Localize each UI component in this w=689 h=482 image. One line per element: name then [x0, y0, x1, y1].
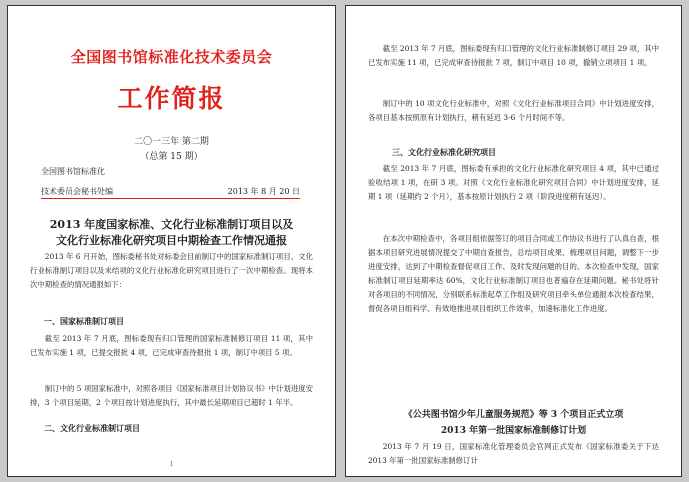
- left-page: [7, 5, 336, 477]
- editor-line-1: 全国图书馆标准化: [41, 167, 105, 176]
- right-paragraph-5: 2013 年 7 月 19 日，国家标准化管理委员会官网正式发布《国家标准委关于下达 2013 年第一批国家标准制修订计: [368, 442, 659, 465]
- section-heading-2: 二、文化行业标准制订项目: [44, 423, 140, 433]
- right-paragraph-1: 截至 2013 年 7 月底，图标委现有归口管理的文化行业标准制修订项目 29 项，其中已发布实施 11 项，已完成审查待报批 7 项，制订中项目 10 项，撤销立项项目 1 项。: [368, 44, 659, 67]
- right-paragraph-2: 制订中的 10 项文化行业标准中，对照《文化行业标准项目合同》中计划进度安排，各项目基本按照原有计划执行，稍有延迟 3-6 个月时间不等。: [368, 99, 659, 122]
- section-heading-3: 三、文化行业标准化研究项目: [392, 147, 496, 157]
- headline-line-2: 文化行业标准化研究项目中期检查工作情况通报: [56, 234, 287, 247]
- right-page: [345, 5, 682, 477]
- red-divider: [41, 198, 300, 199]
- page-number: 1: [169, 461, 174, 468]
- headline-line-1: 2013 年度国家标准、文化行业标准制订项目以及: [49, 218, 294, 231]
- right-paragraph-4: 在本次中期检查中，各项目组依据签订的项目合同或工作协议书进行了认真自查，根据本项目研究进展情况提交了中期自查报告，总结项目成果、梳理项目问题，调整下一步进度安排，达到了中期检查督促项目工作、及时发现问题的目的。本次检查中发现，国家标准制订项目延期率达 60%，文化行业标准制订项目也普遍存在延期问题。秘书处将针对各项目的不同情况，分别联系标准起草工作组及研究项目牵头单位通报本次检查结果，督促各项目组科学、有效地推进项目组织工作效率，加速标准化工作进度。: [368, 234, 659, 313]
- issue-date: 2013 年 8 月 20 日: [227, 187, 300, 196]
- section-heading-1: 一、国家标准制订项目: [44, 316, 124, 326]
- right-paragraph-3: 截至 2013 年 7 月底，图标委有承担的文化行业标准化研究项目 4 项，其中已通过验收结项 1 项，在研 3 项。对照《文化行业标准化研究项目合同》中计划进度安排，延期 1 项（延期约 2 个月），基本按原计划执行 2 项（阶段进度稍有延迟）。: [368, 164, 659, 201]
- issue-total: （总第 15 期）: [140, 152, 203, 162]
- brief-title: 工作简报: [117, 84, 226, 113]
- issue-line: 二〇一三年 第二期: [134, 137, 209, 147]
- subheadline-line-1: 《公共图书馆少年儿童服务规范》等 3 个项目正式立项: [403, 410, 624, 420]
- editor-line-2: 技术委员会秘书处编: [41, 187, 113, 196]
- subheadline-line-2: 2013 年第一批国家标准制修订计划: [440, 426, 587, 436]
- org-title: 全国图书馆标准化技术委员会: [70, 48, 273, 66]
- intro-paragraph: 2013 年 6 月开始，图标委秘书处对标委会目前制订中的国家标准制订项目、文化行业标准制订项目以及未结项的文化行业标准化研究项目进行了一次中期检查。现将本次中期检查的情况通报如下：: [30, 252, 313, 289]
- section1-paragraph-1: 截至 2013 年 7 月底，图标委现有归口管理的国家标准制修订项目 11 项，其中已发布实施 1 项，已提交报批 4 项，已完成审查待报批 1 项，制订中项目 5 项。: [30, 334, 313, 357]
- article-headline: [28, 217, 315, 249]
- section1-paragraph-2: 制订中的 5 项国家标准中，对照各项目《国家标准项目计划协议书》中计划进度安排，3 个项目延期，2 个项目按计划进度执行，其中最长延期项目已超时 1 年半。: [30, 384, 313, 407]
